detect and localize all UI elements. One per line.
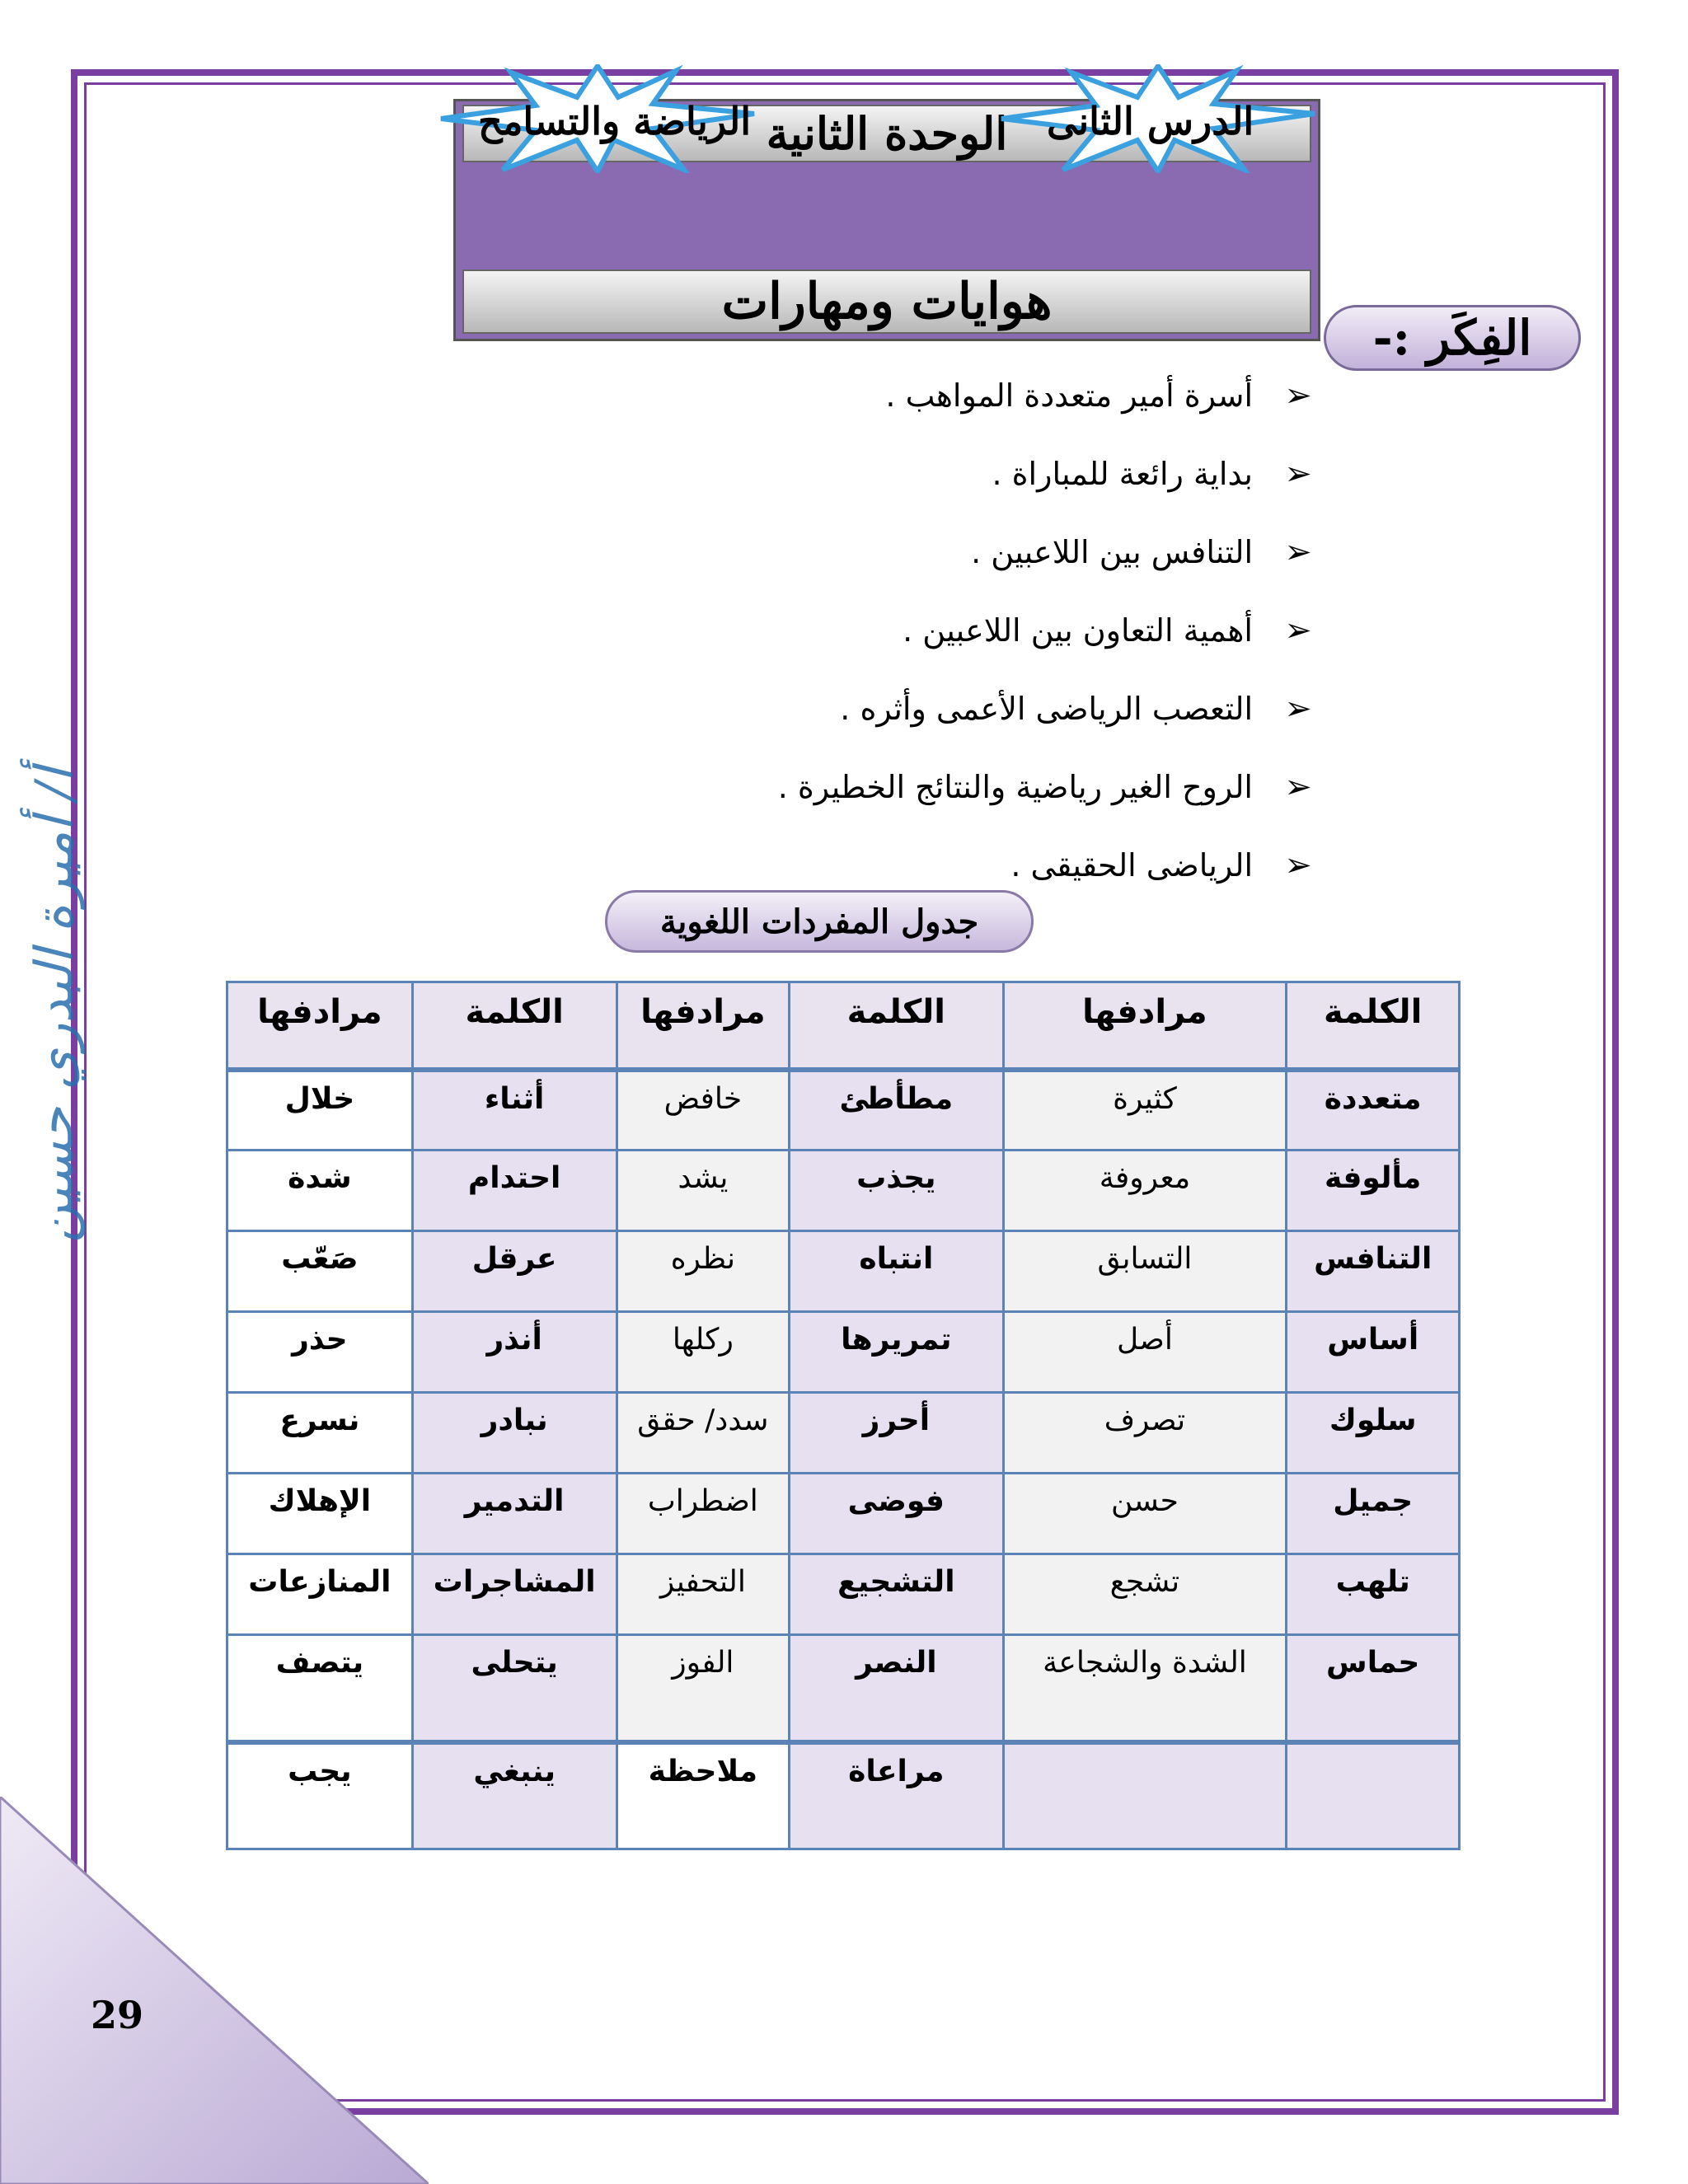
idea-text: الروح الغير رياضية والنتائج الخطيرة . — [777, 768, 1253, 805]
list-item — [338, 748, 1327, 826]
synonym-cell: ركلها — [617, 1312, 790, 1393]
arrow-bullet-icon: ➢ — [1284, 767, 1312, 806]
idea-text: أسرة أمير متعددة المواهب . — [885, 377, 1253, 414]
word-cell: التشجيع — [790, 1554, 1003, 1635]
lesson-label: الدرس الثانى — [1047, 99, 1254, 143]
word-cell: التنافس — [1287, 1231, 1460, 1312]
synonym-cell: تصرف — [1003, 1393, 1287, 1474]
idea-text: التنافس بين اللاعبين . — [971, 533, 1253, 570]
ideas-list — [338, 356, 1327, 904]
column-header: الكلمة — [790, 982, 1003, 1070]
arrow-bullet-icon: ➢ — [1284, 532, 1312, 571]
word-cell: جميل — [1287, 1474, 1460, 1554]
word-cell: ينبغي — [412, 1742, 617, 1849]
synonym-cell: التسابق — [1003, 1231, 1287, 1312]
column-header: الكلمة — [412, 982, 617, 1070]
arrow-bullet-icon: ➢ — [1284, 376, 1312, 415]
ideas-heading: الفِكَر :- — [1324, 305, 1581, 371]
word-cell: مألوفة — [1287, 1151, 1460, 1231]
word-cell: أثناء — [412, 1070, 617, 1151]
word-cell: التدمير — [412, 1474, 617, 1554]
synonym-cell: يتصف — [227, 1635, 413, 1742]
word-cell: حماس — [1287, 1635, 1460, 1742]
word-cell: يجذب — [790, 1151, 1003, 1231]
synonym-cell: يشد — [617, 1151, 790, 1231]
table-header-row — [227, 982, 1460, 1070]
synonym-cell: حذر — [227, 1312, 413, 1393]
synonym-cell: المنازعات — [227, 1554, 413, 1635]
word-cell: النصر — [790, 1635, 1003, 1742]
word-cell: المشاجرات — [412, 1554, 617, 1635]
synonym-cell: الفوز — [617, 1635, 790, 1742]
word-cell: تلهب — [1287, 1554, 1460, 1635]
synonym-cell: الإهلاك — [227, 1474, 413, 1554]
arrow-bullet-icon: ➢ — [1284, 689, 1312, 728]
table-row — [227, 1742, 1460, 1849]
list-item — [338, 356, 1327, 434]
synonym-cell: حسن — [1003, 1474, 1287, 1554]
word-cell: فوضى — [790, 1474, 1003, 1554]
synonym-cell — [1003, 1742, 1287, 1849]
idea-text: بداية رائعة للمباراة . — [992, 455, 1253, 492]
synonym-cell: نسرع — [227, 1393, 413, 1474]
arrow-bullet-icon: ➢ — [1284, 611, 1312, 649]
arrow-bullet-icon: ➢ — [1284, 454, 1312, 493]
synonym-cell: خافض — [617, 1070, 790, 1151]
table-row — [227, 1554, 1460, 1635]
synonym-cell: أصل — [1003, 1312, 1287, 1393]
word-cell: أحرز — [790, 1393, 1003, 1474]
column-header: مرادفها — [617, 982, 790, 1070]
column-header: الكلمة — [1287, 982, 1460, 1070]
word-cell: يتحلى — [412, 1635, 617, 1742]
word-cell: مطأطئ — [790, 1070, 1003, 1151]
word-cell: أنذر — [412, 1312, 617, 1393]
synonym-cell: ملاحظة — [617, 1742, 790, 1849]
word-cell: سلوك — [1287, 1393, 1460, 1474]
synonym-cell: الشدة والشجاعة — [1003, 1635, 1287, 1742]
synonym-cell: اضطراب — [617, 1474, 790, 1554]
vocabulary-title: جدول المفردات اللغوية — [605, 890, 1034, 953]
word-cell: نبادر — [412, 1393, 617, 1474]
corner-decoration — [0, 1797, 429, 2184]
synonym-cell: التحفيز — [617, 1554, 790, 1635]
page-number: 29 — [91, 1993, 144, 2037]
synonym-cell: نظره — [617, 1231, 790, 1312]
table-row — [227, 1635, 1460, 1742]
table-row — [227, 1474, 1460, 1554]
table-row — [227, 1312, 1460, 1393]
unit-title: الوحدة الثانية — [462, 105, 1311, 162]
idea-text: التعصب الرياضى الأعمى وأثره . — [840, 690, 1253, 727]
word-cell — [1287, 1742, 1460, 1849]
table-row — [227, 1070, 1460, 1151]
column-header: مرادفها — [1003, 982, 1287, 1070]
column-header: مرادفها — [227, 982, 413, 1070]
word-cell: أساس — [1287, 1312, 1460, 1393]
arrow-bullet-icon: ➢ — [1284, 846, 1312, 884]
theme-label: الرياضة والتسامح — [478, 99, 752, 143]
synonym-cell: معروفة — [1003, 1151, 1287, 1231]
word-cell: احتدام — [412, 1151, 617, 1231]
list-item — [338, 434, 1327, 513]
idea-text: أهمية التعاون بين اللاعبين . — [903, 612, 1253, 649]
word-cell: عرقل — [412, 1231, 617, 1312]
word-cell: مراعاة — [790, 1742, 1003, 1849]
table-row — [227, 1231, 1460, 1312]
table-row — [227, 1151, 1460, 1231]
word-cell: انتباه — [790, 1231, 1003, 1312]
synonym-cell: يجب — [227, 1742, 413, 1849]
synonym-cell: تشجع — [1003, 1554, 1287, 1635]
list-item — [338, 669, 1327, 748]
synonym-cell: صَعّب — [227, 1231, 413, 1312]
vocabulary-table — [226, 981, 1461, 1850]
synonym-cell: كثيرة — [1003, 1070, 1287, 1151]
synonym-cell: شدة — [227, 1151, 413, 1231]
list-item — [338, 591, 1327, 669]
word-cell: تمريرها — [790, 1312, 1003, 1393]
lesson-title: هوايات ومهارات — [462, 269, 1311, 334]
author-signature: أ/ أميرة البدري حسين — [25, 767, 86, 1244]
word-cell: متعددة — [1287, 1070, 1460, 1151]
idea-text: الرياضى الحقيقى . — [1010, 846, 1253, 883]
synonym-cell: سدد/ حقق — [617, 1393, 790, 1474]
list-item — [338, 513, 1327, 591]
synonym-cell: خلال — [227, 1070, 413, 1151]
table-row — [227, 1393, 1460, 1474]
